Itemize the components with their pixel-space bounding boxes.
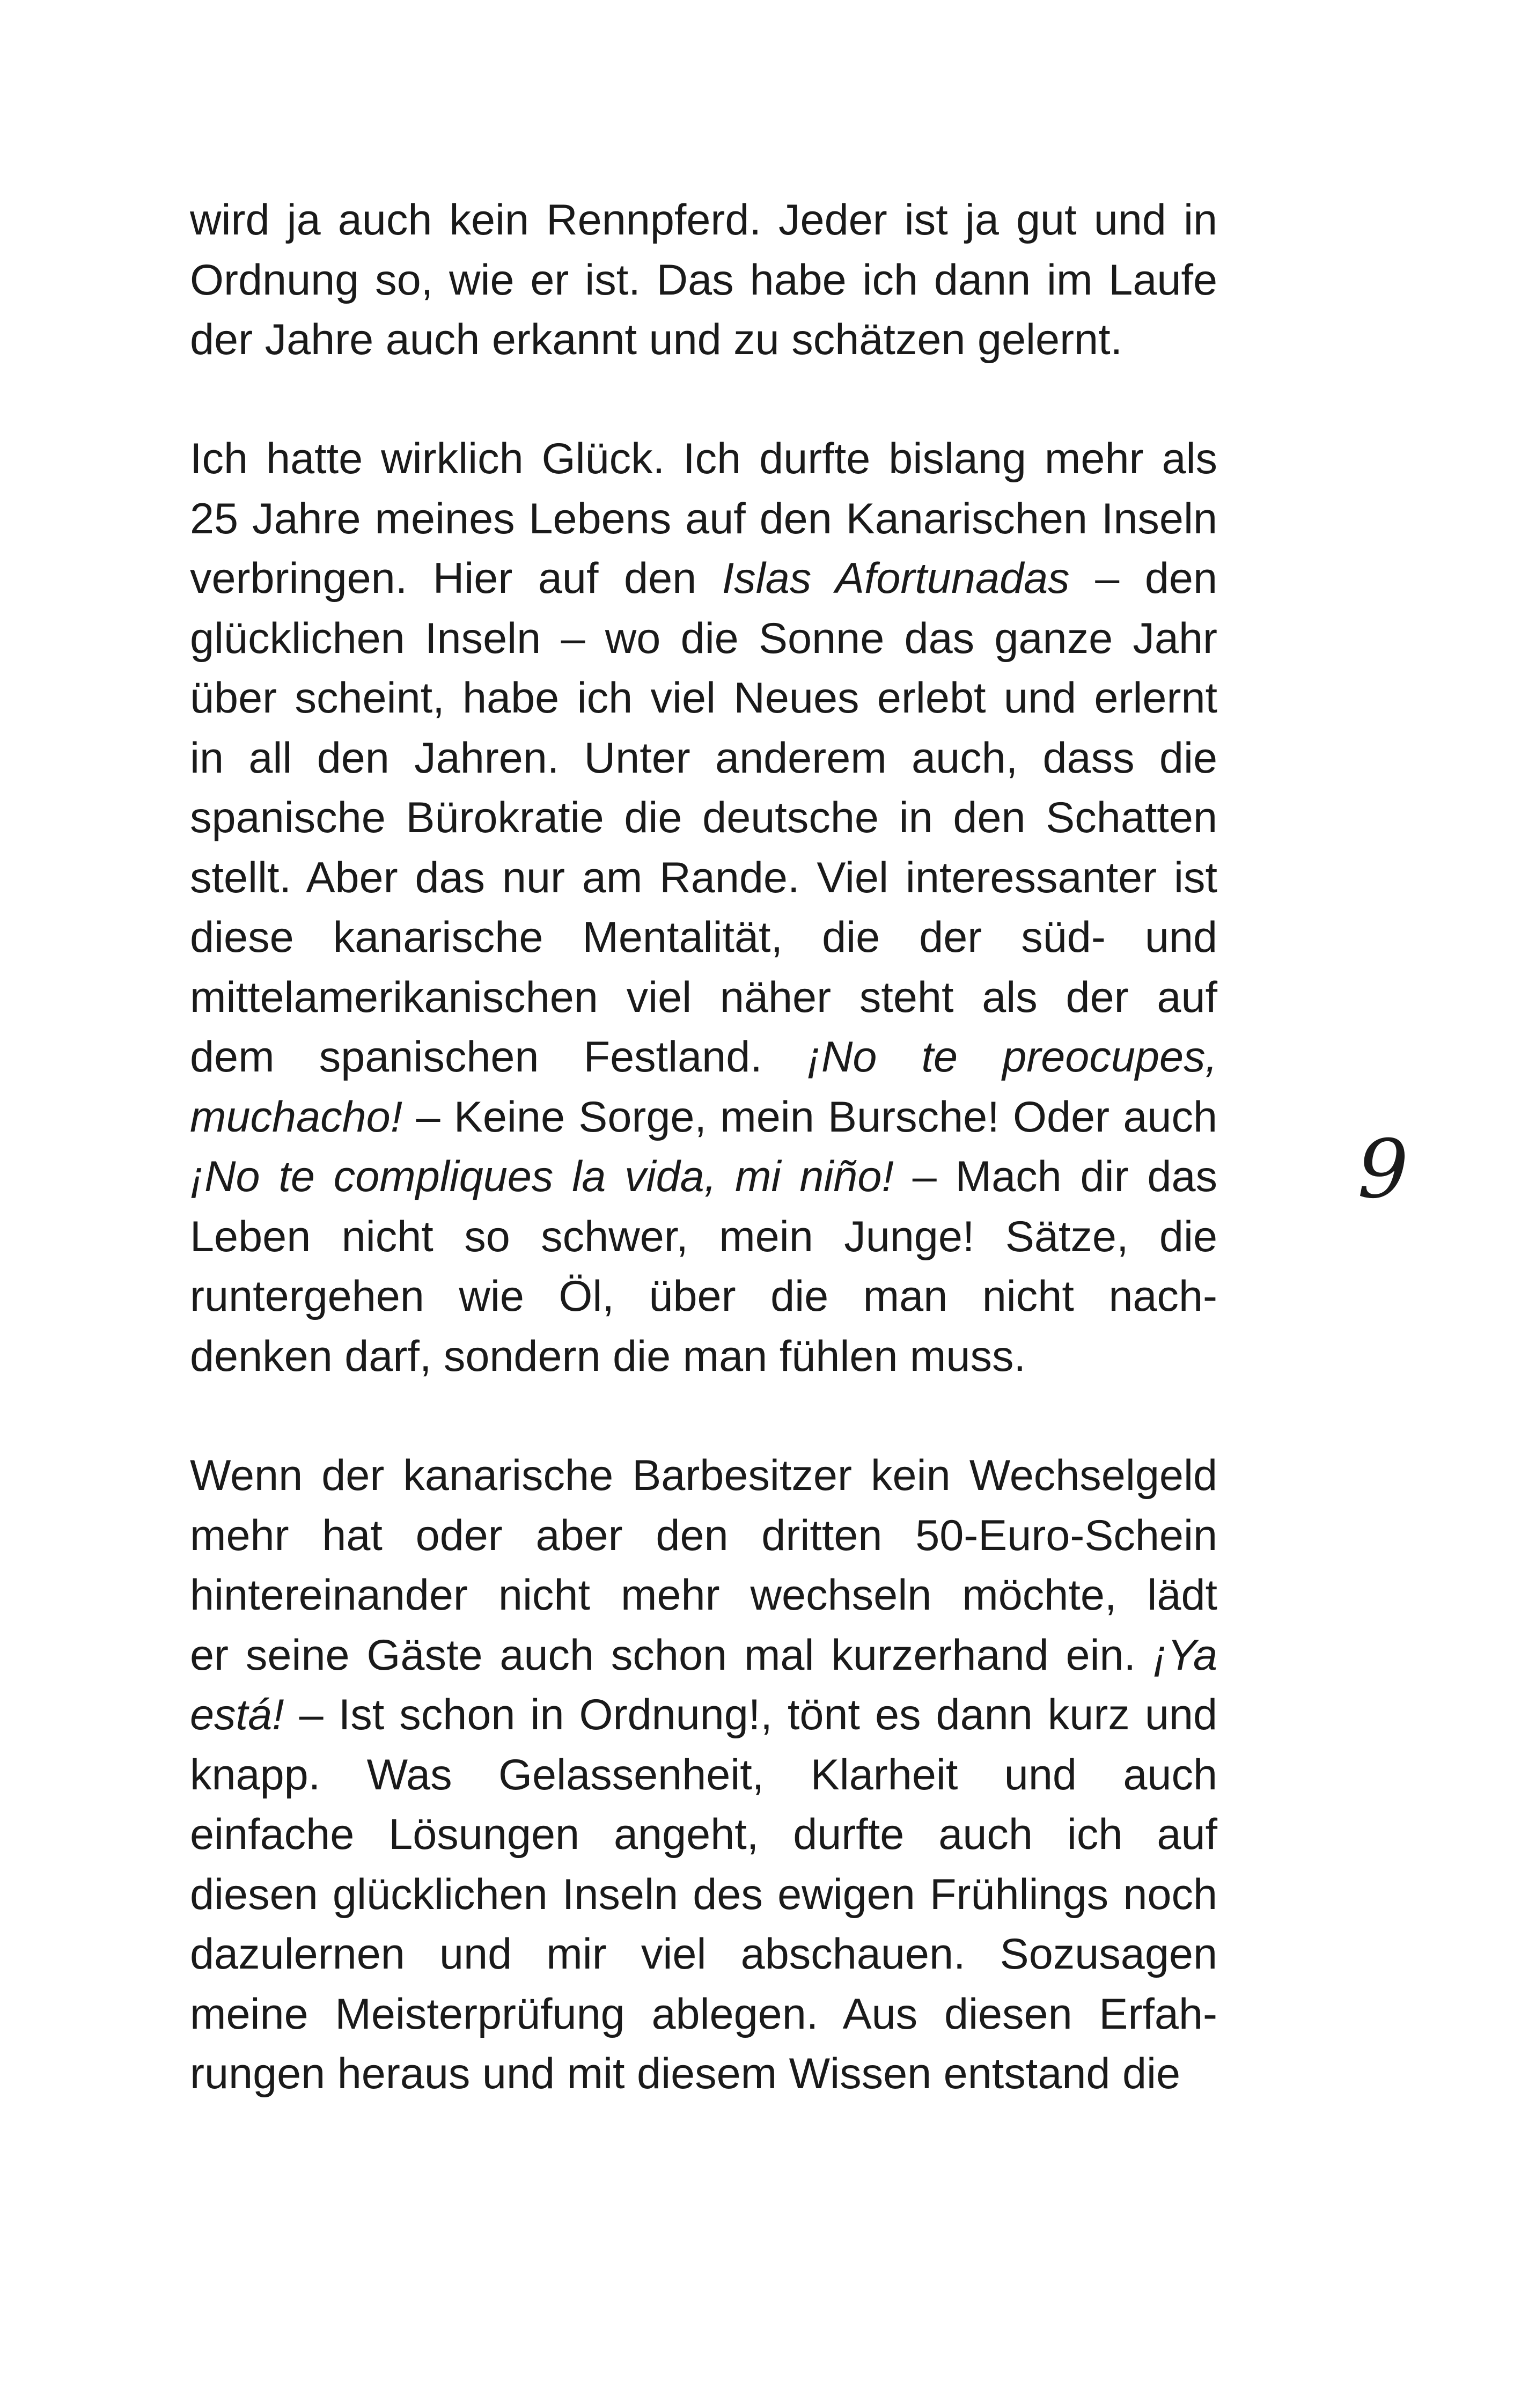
text-line: spanische Bürokratie die deutsche in den Schatten <box>190 794 1217 842</box>
paragraph-1 <box>190 190 1217 370</box>
text-line: diesen glücklichen Inseln des ewigen Frühlings noch <box>190 1870 1217 1919</box>
text-line: ¡No te compliques la vida, mi niño! – Mach dir das <box>190 1152 1217 1201</box>
text-line: Ich hatte wirklich Glück. Ich durfte bislang mehr als <box>190 435 1217 483</box>
text-line: meine Meisterprüfung ablegen. Aus diesen Erfah- <box>190 1989 1217 2038</box>
text-line: über scheint, habe ich viel Neues erlebt und erlernt <box>190 674 1217 722</box>
text-line: der Jahre auch erkannt und zu schätzen gelernt. <box>190 315 1123 364</box>
text-line: Ordnung so, wie er ist. Das habe ich dann im Laufe <box>190 255 1217 304</box>
text-line: mittelamerikanischen viel näher steht als der auf <box>190 973 1217 1022</box>
text-line: knapp. Was Gelassenheit, Klarheit und auch <box>190 1750 1217 1799</box>
text-line: dem spanischen Festland. ¡No te preocupes, <box>190 1033 1217 1081</box>
text-line: er seine Gäste auch schon mal kurzerhand ein. ¡Ya <box>190 1631 1217 1679</box>
paragraph-2 <box>190 429 1217 1386</box>
text-line: stellt. Aber das nur am Rande. Viel interessanter ist <box>190 853 1217 902</box>
text-line: Wenn der kanarische Barbesitzer kein Wechselgeld <box>190 1451 1217 1500</box>
text-line: wird ja auch kein Rennpferd. Jeder ist ja gut und in <box>190 196 1217 244</box>
text-line: hintereinander nicht mehr wechseln möchte, lädt <box>190 1571 1217 1619</box>
paragraph-3 <box>190 1446 1217 2104</box>
text-line: 25 Jahre meines Lebens auf den Kanarischen Inseln <box>190 494 1217 543</box>
text-line: denken darf, sondern die man fühlen muss. <box>190 1332 1026 1381</box>
text-line: glücklichen Inseln – wo die Sonne das ganze Jahr <box>190 614 1217 663</box>
text-line: Leben nicht so schwer, mein Junge! Sätze, die <box>190 1212 1217 1261</box>
text-line: in all den Jahren. Unter anderem auch, dass die <box>190 733 1217 782</box>
text-line: dazulernen und mir viel abschauen. Sozusagen <box>190 1930 1217 1978</box>
text-line: einfache Lösungen angeht, durfte auch ich auf <box>190 1810 1217 1859</box>
page-number: 9 <box>1357 1123 1409 1216</box>
text-line: mehr hat oder aber den dritten 50-Euro-Schein <box>190 1511 1217 1560</box>
text-line: verbringen. Hier auf den Islas Afortunadas – den <box>190 554 1217 603</box>
text-line: runtergehen wie Öl, über die man nicht nach- <box>190 1272 1217 1320</box>
text-line: está! – Ist schon in Ordnung!, tönt es dann kurz und <box>190 1691 1217 1739</box>
text-line: diese kanarische Mentalität, die der süd- und <box>190 913 1217 961</box>
text-line: muchacho! – Keine Sorge, mein Bursche! Oder auch <box>190 1092 1217 1141</box>
text-line: rungen heraus und mit diesem Wissen entstand die <box>190 2050 1181 2098</box>
